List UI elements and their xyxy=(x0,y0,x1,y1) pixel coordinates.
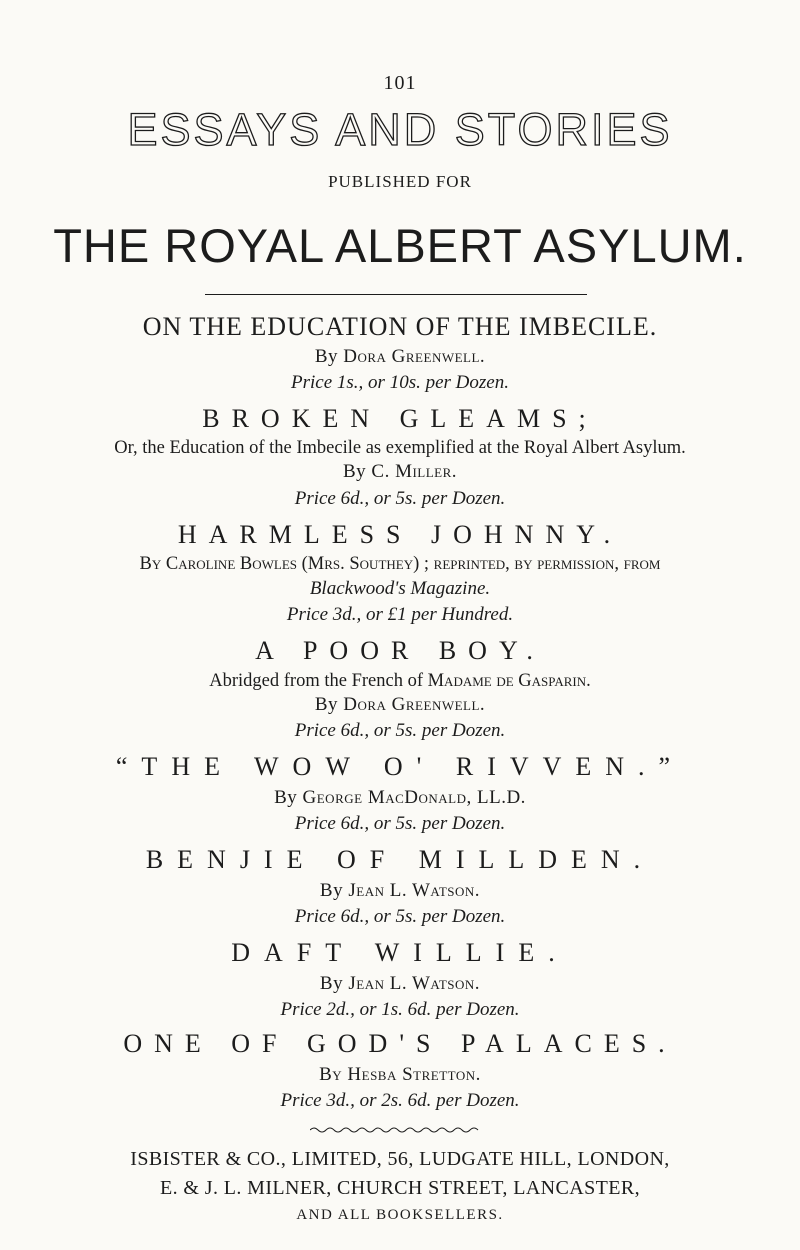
entry-title: HARMLESS JOHNNY. xyxy=(177,520,623,549)
entry-price: Price 1s., or 10s. per Dozen. xyxy=(291,372,509,393)
entry-price: Price 6d., or 5s. per Dozen. xyxy=(294,720,506,741)
entry-title: DAFT WILLIE. xyxy=(231,938,569,967)
entry-title: BROKEN GLEAMS; xyxy=(202,404,598,433)
entry-title: ON THE EDUCATION OF THE IMBECILE. xyxy=(142,312,658,341)
title-rule xyxy=(205,294,587,295)
publisher-line: E. & J. L. MILNER, CHURCH STREET, LANCASTER, xyxy=(159,1177,640,1199)
main-title: ESSAYS AND STORIES xyxy=(127,104,673,155)
publisher-line: ISBISTER & CO., LIMITED, 56, LUDGATE HILL, LONDON, xyxy=(130,1148,670,1170)
entry-source: Blackwood's Magazine. xyxy=(309,578,491,599)
institution-title: THE ROYAL ALBERT ASYLUM. xyxy=(53,219,747,272)
entry-title: ONE OF GOD'S PALACES. xyxy=(123,1029,677,1058)
entry-price: Price 3d., or £1 per Hundred. xyxy=(286,604,514,625)
entry-price: Price 2d., or 1s. 6d. per Dozen. xyxy=(280,999,520,1020)
entry-author: By Jean L. Watson. xyxy=(319,973,481,994)
entry-author: By Dora Greenwell. xyxy=(314,346,486,367)
publisher-line: AND ALL BOOKSELLERS. xyxy=(296,1207,504,1223)
ornamental-squiggle-divider xyxy=(310,1126,482,1134)
entry-author: By George MacDonald, LL.D. xyxy=(274,787,526,808)
entry-price: Price 6d., or 5s. per Dozen. xyxy=(294,488,506,509)
page-number: 101 xyxy=(383,72,417,94)
entry-subtitle: Or, the Education of the Imbecile as exemplified at the Royal Albert Asylum. xyxy=(114,438,686,458)
entry-subtitle: Abridged from the French of Madame de Gasparin. xyxy=(209,671,591,691)
entry-author: By Caroline Bowles (Mrs. Southey) ; reprinted, by permission, from xyxy=(139,554,661,574)
published-for: PUBLISHED FOR xyxy=(328,172,472,191)
entry-author: By Jean L. Watson. xyxy=(319,880,481,901)
entry-price: Price 3d., or 2s. 6d. per Dozen. xyxy=(280,1090,520,1111)
entry-title: “THE WOW O' RIVVEN.” xyxy=(115,752,685,781)
entry-price: Price 6d., or 5s. per Dozen. xyxy=(294,813,506,834)
entry-author: By Hesba Stretton. xyxy=(319,1064,481,1085)
entry-title: BENJIE OF MILLDEN. xyxy=(145,845,655,874)
entry-author: By C. Miller. xyxy=(342,461,458,482)
entry-title: A POOR BOY. xyxy=(255,636,545,665)
entry-author: By Dora Greenwell. xyxy=(314,694,486,715)
entry-price: Price 6d., or 5s. per Dozen. xyxy=(294,906,506,927)
